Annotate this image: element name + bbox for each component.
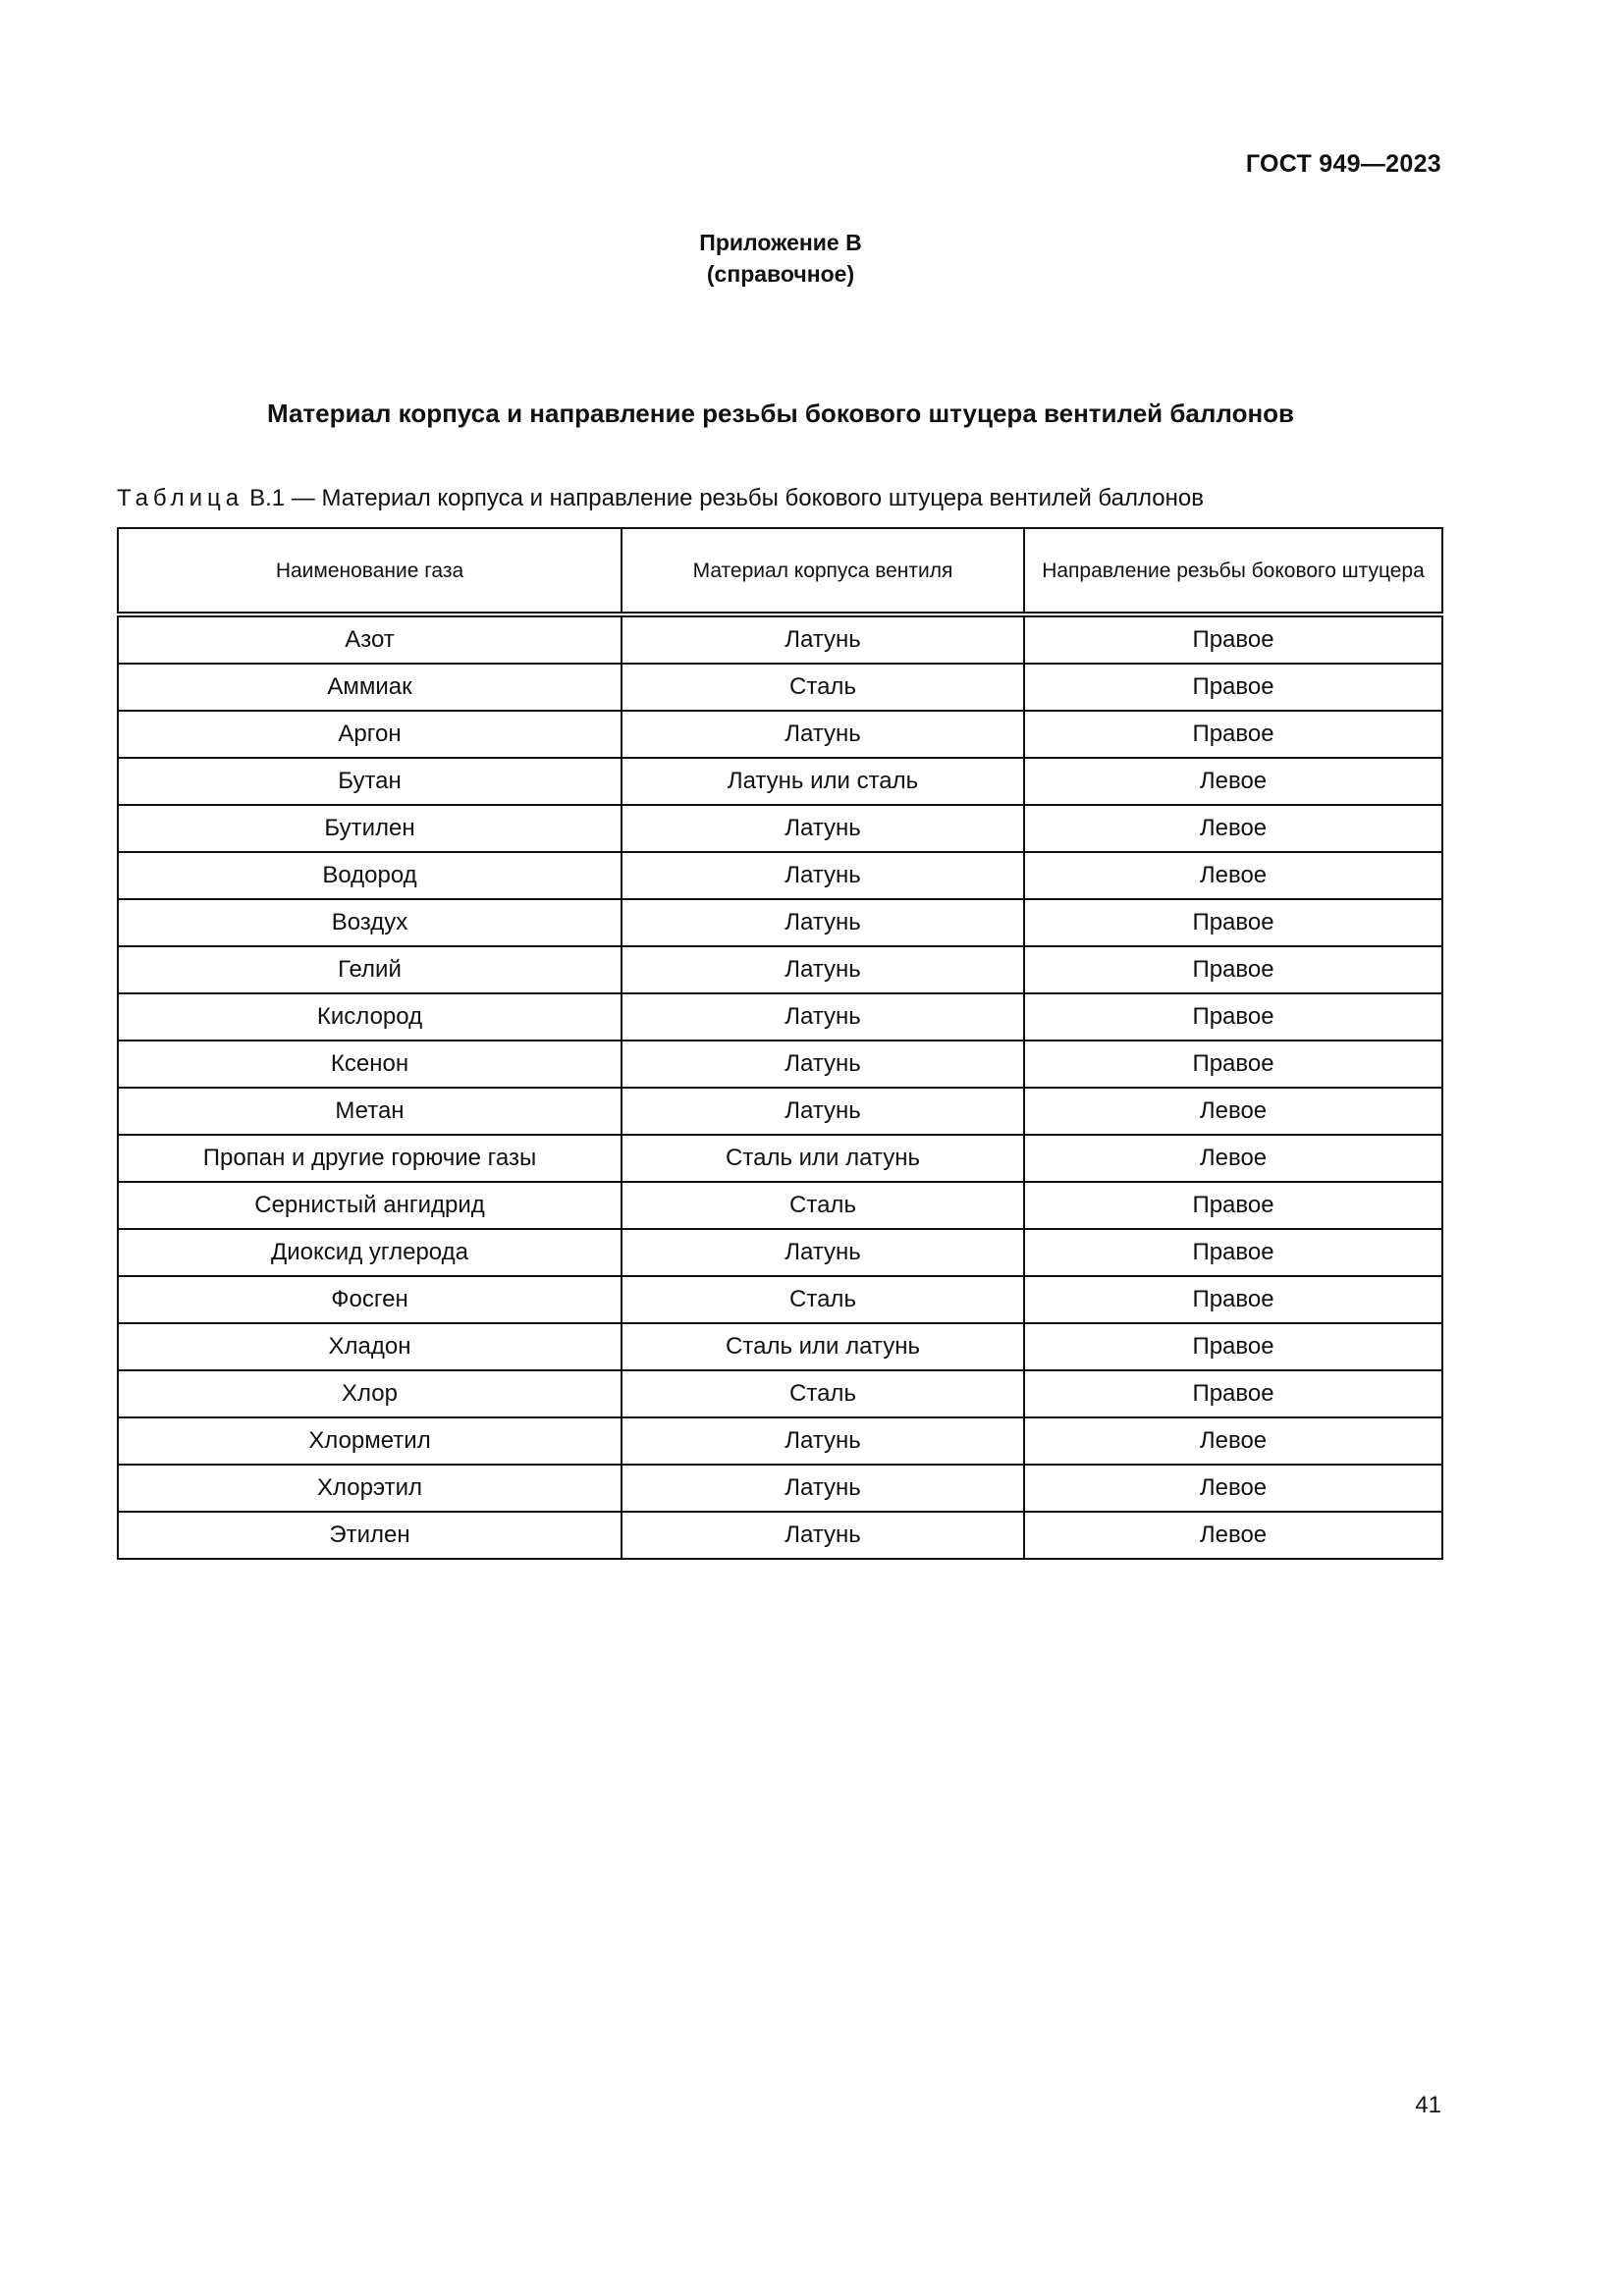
cell-gas-name: Метан: [118, 1088, 622, 1135]
cell-valve-material: Латунь: [622, 946, 1024, 993]
cell-thread-direction: Левое: [1024, 1512, 1442, 1559]
cell-thread-direction: Правое: [1024, 1370, 1442, 1417]
table-row: [118, 758, 1442, 805]
table-caption: [117, 485, 1204, 512]
cell-gas-name: Гелий: [118, 946, 622, 993]
cell-thread-direction: Левое: [1024, 1417, 1442, 1465]
table-caption-text: В.1 — Материал корпуса и направление резьбы бокового штуцера вентилей баллонов: [249, 485, 1204, 511]
cell-thread-direction: Левое: [1024, 1135, 1442, 1182]
cell-valve-material: Сталь или латунь: [622, 1135, 1024, 1182]
table-row: [118, 664, 1442, 711]
table-row: [118, 852, 1442, 899]
cell-thread-direction: Правое: [1024, 1182, 1442, 1229]
cell-gas-name: Ксенон: [118, 1041, 622, 1088]
cell-valve-material: Латунь: [622, 852, 1024, 899]
cell-thread-direction: Правое: [1024, 1323, 1442, 1370]
cell-gas-name: Хлорметил: [118, 1417, 622, 1465]
table-row: [118, 1370, 1442, 1417]
cell-gas-name: Кислород: [118, 993, 622, 1041]
cell-thread-direction: Левое: [1024, 1088, 1442, 1135]
cell-valve-material: Латунь: [622, 1088, 1024, 1135]
table-row: [118, 1323, 1442, 1370]
table-row: [118, 1182, 1442, 1229]
cell-thread-direction: Левое: [1024, 852, 1442, 899]
cell-gas-name: Хлор: [118, 1370, 622, 1417]
table-row: [118, 614, 1442, 664]
cell-gas-name: Хлорэтил: [118, 1465, 622, 1512]
header-valve-material: Материал корпуса вентиля: [622, 528, 1024, 614]
cell-valve-material: Латунь: [622, 1229, 1024, 1276]
cell-valve-material: Латунь: [622, 1512, 1024, 1559]
table-caption-prefix: Таблица: [117, 485, 244, 511]
cell-gas-name: Азот: [118, 614, 622, 664]
table-row: [118, 1088, 1442, 1135]
table-row: [118, 1276, 1442, 1323]
table-row: [118, 1041, 1442, 1088]
cell-gas-name: Аммиак: [118, 664, 622, 711]
cell-thread-direction: Правое: [1024, 1041, 1442, 1088]
cell-thread-direction: Правое: [1024, 946, 1442, 993]
cell-valve-material: Сталь: [622, 664, 1024, 711]
cell-gas-name: Фосген: [118, 1276, 622, 1323]
cell-valve-material: Сталь: [622, 1182, 1024, 1229]
cell-valve-material: Латунь: [622, 1417, 1024, 1465]
section-title: Материал корпуса и направление резьбы бокового штуцера вентилей баллонов: [266, 399, 1295, 428]
cell-thread-direction: Правое: [1024, 1276, 1442, 1323]
cell-thread-direction: Левое: [1024, 1465, 1442, 1512]
appendix-heading: [0, 227, 1561, 290]
cell-thread-direction: Правое: [1024, 1229, 1442, 1276]
cell-valve-material: Сталь или латунь: [622, 1323, 1024, 1370]
cell-valve-material: Латунь: [622, 899, 1024, 946]
cell-gas-name: Водород: [118, 852, 622, 899]
cell-gas-name: Бутан: [118, 758, 622, 805]
cell-thread-direction: Правое: [1024, 664, 1442, 711]
cell-gas-name: Аргон: [118, 711, 622, 758]
cell-thread-direction: Правое: [1024, 993, 1442, 1041]
document-code: ГОСТ 949—2023: [1245, 150, 1441, 178]
cell-gas-name: Пропан и другие горючие газы: [118, 1135, 622, 1182]
cell-valve-material: Латунь: [622, 805, 1024, 852]
page-number: 41: [1415, 2092, 1441, 2118]
cell-thread-direction: Правое: [1024, 899, 1442, 946]
cell-valve-material: Латунь: [622, 1041, 1024, 1088]
header-gas-name: Наименование газа: [118, 528, 622, 614]
table-row: [118, 1512, 1442, 1559]
cell-gas-name: Диоксид углерода: [118, 1229, 622, 1276]
cell-valve-material: Сталь: [622, 1276, 1024, 1323]
table-row: [118, 1417, 1442, 1465]
appendix-title: Приложение В: [699, 230, 862, 255]
cell-gas-name: Воздух: [118, 899, 622, 946]
table-row: [118, 993, 1442, 1041]
cell-valve-material: Латунь: [622, 711, 1024, 758]
table-header-row: [118, 528, 1442, 614]
cell-valve-material: Латунь: [622, 993, 1024, 1041]
appendix-subtitle: (справочное): [706, 261, 855, 287]
table-row: [118, 1465, 1442, 1512]
cell-gas-name: Хладон: [118, 1323, 622, 1370]
cell-valve-material: Латунь или сталь: [622, 758, 1024, 805]
table-row: [118, 805, 1442, 852]
table-row: [118, 1135, 1442, 1182]
table-row: [118, 1229, 1442, 1276]
header-thread-direction: Направление резьбы бокового штуцера: [1024, 528, 1442, 614]
table-row: [118, 899, 1442, 946]
cell-gas-name: Этилен: [118, 1512, 622, 1559]
cell-thread-direction: Правое: [1024, 711, 1442, 758]
table-row: [118, 711, 1442, 758]
table-row: [118, 946, 1442, 993]
cell-thread-direction: Правое: [1024, 614, 1442, 664]
cell-valve-material: Латунь: [622, 614, 1024, 664]
cell-valve-material: Латунь: [622, 1465, 1024, 1512]
cell-thread-direction: Левое: [1024, 758, 1442, 805]
cell-gas-name: Сернистый ангидрид: [118, 1182, 622, 1229]
cell-valve-material: Сталь: [622, 1370, 1024, 1417]
cell-gas-name: Бутилен: [118, 805, 622, 852]
cell-thread-direction: Левое: [1024, 805, 1442, 852]
gas-valve-table: [117, 527, 1443, 1560]
